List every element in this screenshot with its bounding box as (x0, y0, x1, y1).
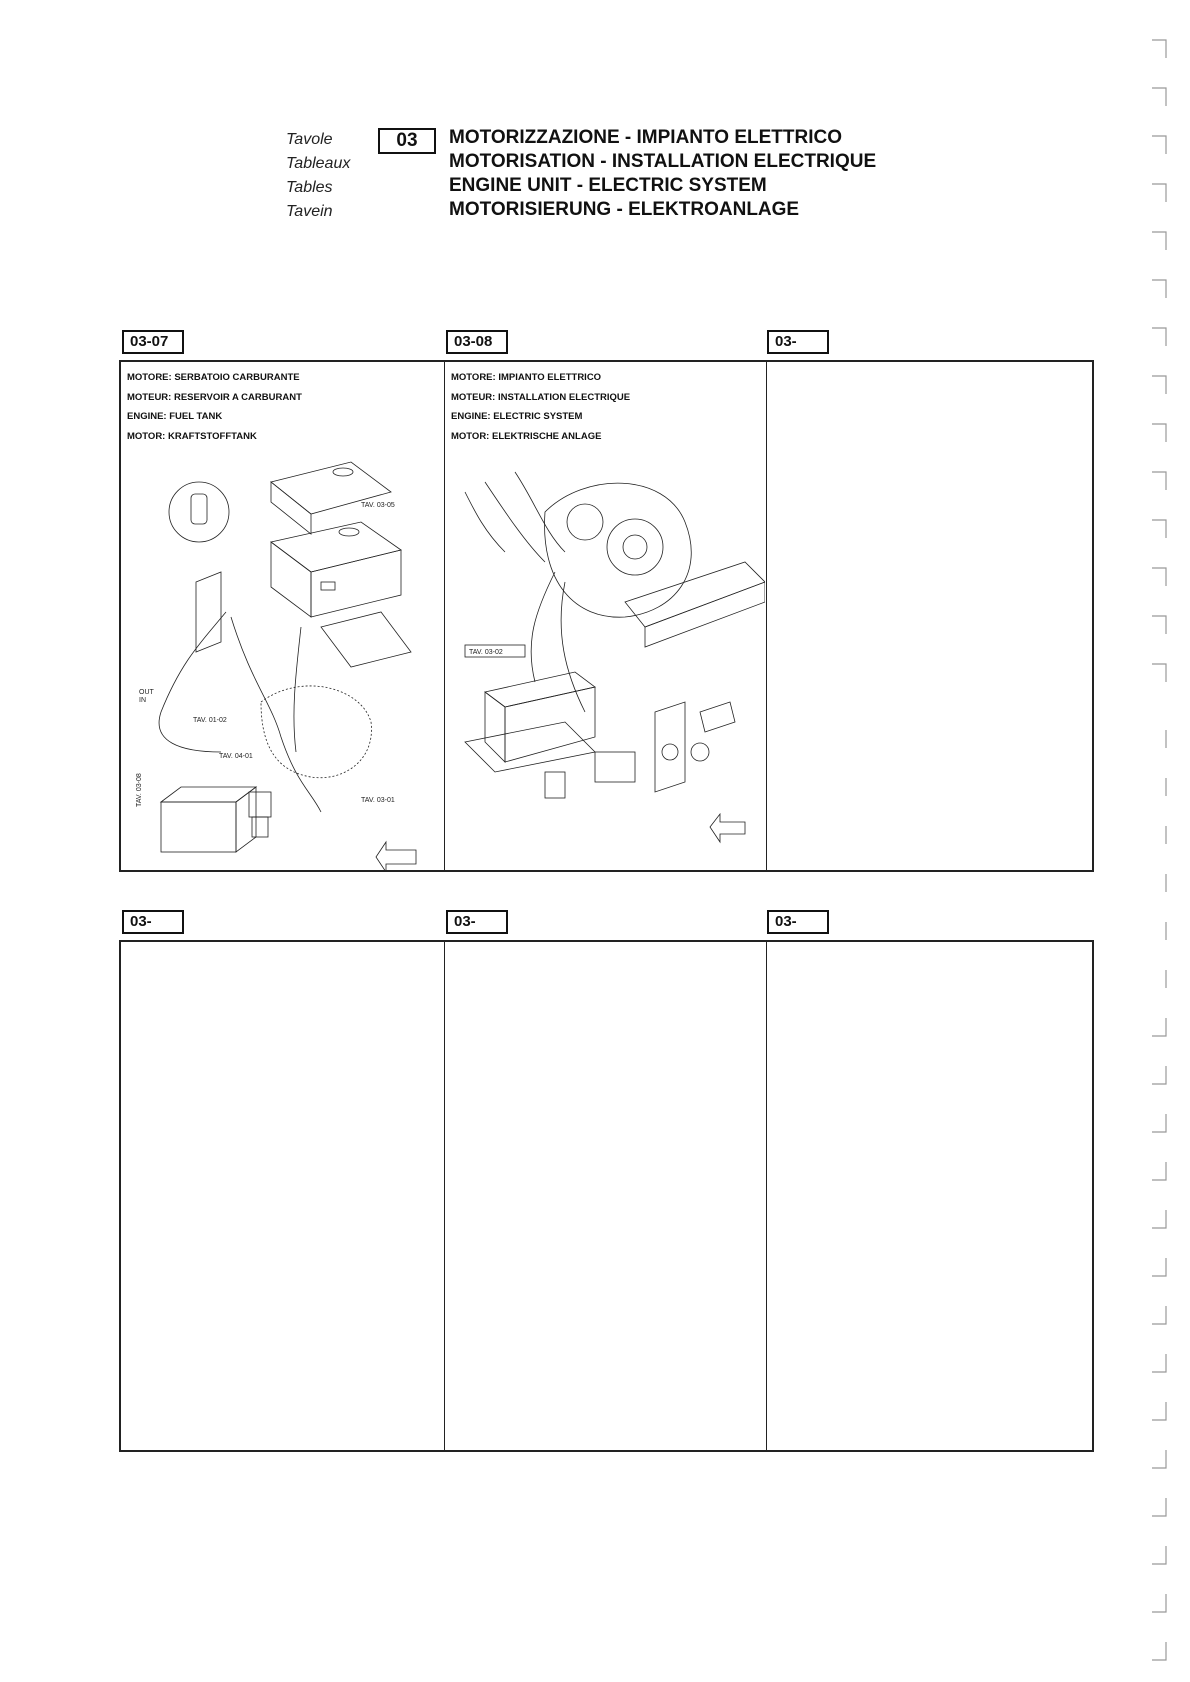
lang-label-en: Tables (286, 179, 333, 196)
electric-system-drawing (445, 452, 765, 872)
caption-de: MOTOR: KRAFTSTOFFTANK (127, 430, 257, 442)
binder-tab-marks (1150, 30, 1170, 1670)
table-tab-empty[interactable]: 03- (446, 910, 508, 934)
title-it: MOTORIZZAZIONE - IMPIANTO ELETTRICO (449, 127, 843, 148)
caption-en: ENGINE: ELECTRIC SYSTEM (451, 411, 583, 422)
caption-fr: MOTEUR: RESERVOIR A CARBURANT (127, 391, 302, 403)
title-de: MOTORISIERUNG - ELEKTROANLAGE (449, 199, 800, 220)
panel-empty[interactable] (767, 942, 1092, 1450)
panel-electric-system[interactable] (445, 362, 767, 870)
table-tab-03-07[interactable]: 03-07 (122, 330, 184, 354)
table-tab-empty[interactable]: 03- (767, 330, 829, 354)
caption-it: MOTORE: SERBATOIO CARBURANTE (127, 372, 300, 383)
title-fr: MOTORISATION - INSTALLATION ELECTRIQUE (449, 151, 877, 172)
panel-empty[interactable] (445, 942, 767, 1450)
panel-captions (121, 362, 444, 446)
ref-tav-03-05: TAV. 03-05 (361, 502, 395, 509)
ref-tav-01-02: TAV. 01-02 (193, 717, 227, 724)
ref-tav-04-01: TAV. 04-01 (219, 753, 253, 760)
ref-tav-03-01: TAV. 03-01 (361, 797, 395, 804)
caption-it: MOTORE: IMPIANTO ELETTRICO (451, 372, 602, 383)
lang-label-de: Tavein (286, 203, 333, 220)
label-in: IN (139, 697, 146, 704)
title-en: ENGINE UNIT - ELECTRIC SYSTEM (449, 175, 767, 196)
caption-fr: MOTEUR: INSTALLATION ELECTRIQUE (451, 391, 631, 403)
section-number-box: 03 (378, 128, 436, 154)
ref-tav-03-02: TAV. 03-02 (469, 649, 503, 656)
lang-label-it: Tavole (286, 131, 333, 148)
panel-empty[interactable] (121, 942, 445, 1450)
table-grid-row-1 (119, 360, 1094, 872)
table-tab-empty[interactable]: 03- (122, 910, 184, 934)
panel-empty[interactable] (767, 362, 1092, 870)
table-grid-row-2 (119, 940, 1094, 1452)
table-tab-03-08[interactable]: 03-08 (446, 330, 508, 354)
panel-captions (445, 362, 766, 446)
ref-tav-03-08: TAV. 03-08 (136, 773, 143, 807)
caption-en: ENGINE: FUEL TANK (127, 411, 223, 422)
panel-fuel-tank[interactable] (121, 362, 445, 870)
fuel-tank-drawing (121, 452, 441, 872)
section-titles (449, 126, 969, 222)
table-tab-empty[interactable]: 03- (767, 910, 829, 934)
lang-label-fr: Tableaux (286, 155, 351, 172)
label-out: OUT (139, 689, 154, 696)
caption-de: MOTOR: ELEKTRISCHE ANLAGE (451, 430, 602, 442)
